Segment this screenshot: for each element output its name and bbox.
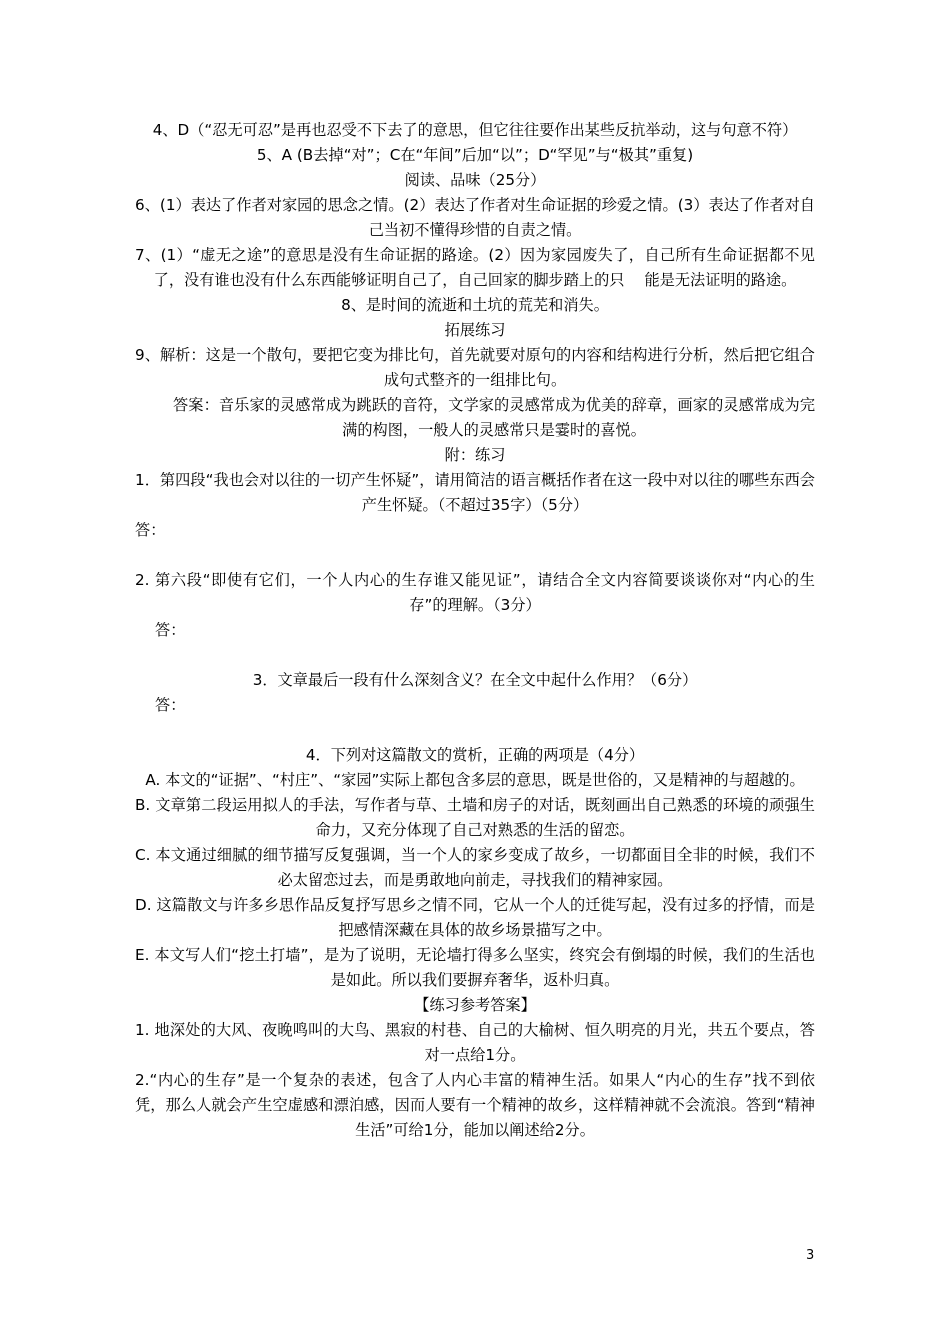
answer-label-3: 答： xyxy=(155,696,186,714)
answer-4: 4、D（“忍无可忍”是再也忍受不下去了的意思，但它往往要作出某些反抗举动，这与句意不符） xyxy=(152,121,798,139)
answer-7: 7、(1）“虚无之途”的意思是没有生命证据的路途。(2）因为家园废失了，自己所有生命证据都不见了，没有谁也没有什么东西能够证明自己了，自己回家的脚步踏上的只 能是无法证明的路途。 xyxy=(135,246,815,289)
answer-8: 8、是时间的流逝和土坑的荒芜和消失。 xyxy=(341,296,609,314)
answer-6: 6、(1）表达了作者对家园的思念之情。(2）表达了作者对生命证据的珍爱之情。(3）表达了作者对自己当初不懂得珍惜的自责之情。 xyxy=(135,196,815,239)
question-3: 3．文章最后一段有什么深刻含义？在全文中起什么作用？（6分） xyxy=(252,671,698,689)
answer-9-answer: 答案：音乐家的灵感常成为跳跃的音符，文学家的灵感常成为优美的辞章，画家的灵感常成为完满的构图，一般人的灵感常只是霎时的喜悦。 xyxy=(173,396,815,439)
section-reading-heading: 阅读、品味（25分） xyxy=(404,171,546,189)
answer-label-1: 答： xyxy=(135,521,166,539)
document-page xyxy=(135,118,815,1143)
section-appendix-heading: 附：练习 xyxy=(444,446,506,464)
question-4: 4．下列对这篇散文的赏析，正确的两项是（4分） xyxy=(305,746,645,764)
key-2: 2.“内心的生存”是一个复杂的表述，包含了人内心丰富的精神生活。如果人“内心的生存”找不到依凭，那么人就会产生空虚感和漂泊感，因而人要有一个精神的故乡，这样精神就不会流浪。答到“精神生活”可给1分，能加以阐述给2分。 xyxy=(135,1071,815,1139)
key-1: 1. 地深处的大风、夜晚鸣叫的大鸟、黑寂的村巷、自己的大榆树、恒久明亮的月光，共五个要点，答对一点给1分。 xyxy=(135,1021,815,1064)
question-1: 1．第四段“我也会对以往的一切产生怀疑”，请用简洁的语言概括作者在这一段中对以往的哪些东西会产生怀疑。（不超过35字）（5分） xyxy=(135,471,815,514)
page-number: 3 xyxy=(806,1248,815,1263)
option-b: B. 文章第二段运用拟人的手法，写作者与草、土墙和房子的对话，既刻画出自己熟悉的环境的顽强生命力，又充分体现了自己对熟悉的生活的留恋。 xyxy=(135,796,815,839)
answer-9-analysis: 9、解析：这是一个散句，要把它变为排比句，首先就要对原句的内容和结构进行分析，然后把它组合成句式整齐的一组排比句。 xyxy=(135,346,815,389)
answer-5: 5、A (B去掉“对”；C在“年间”后加“以”；D“罕见”与“极其”重复) xyxy=(256,146,694,164)
question-2: 2. 第六段“即使有它们，一个人内心的生存谁又能见证”，请结合全文内容简要谈谈你对“内心的生存”的理解。（3分） xyxy=(135,571,815,614)
option-e: E. 本文写人们“挖土打墙”，是为了说明，无论墙打得多么坚实，终究会有倒塌的时候，我们的生活也是如此。所以我们要摒弃奢华，返朴归真。 xyxy=(135,946,815,989)
option-d: D. 这篇散文与许多乡思作品反复抒写思乡之情不同，它从一个人的迁徙写起，没有过多的抒情，而是把感情深藏在具体的故乡场景描写之中。 xyxy=(135,896,815,939)
option-c: C. 本文通过细腻的细节描写反复强调，当一个人的家乡变成了故乡，一切都面目全非的时候，我们不必太留恋过去，而是勇敢地向前走，寻找我们的精神家园。 xyxy=(135,846,815,889)
section-extension-heading: 拓展练习 xyxy=(444,321,506,339)
answer-label-2: 答： xyxy=(155,621,186,639)
section-answer-key-heading: 【练习参考答案】 xyxy=(414,996,536,1014)
option-a: A. 本文的“证据”、“村庄”、“家园”实际上都包含多层的意思，既是世俗的，又是精神的与超越的。 xyxy=(145,771,805,789)
